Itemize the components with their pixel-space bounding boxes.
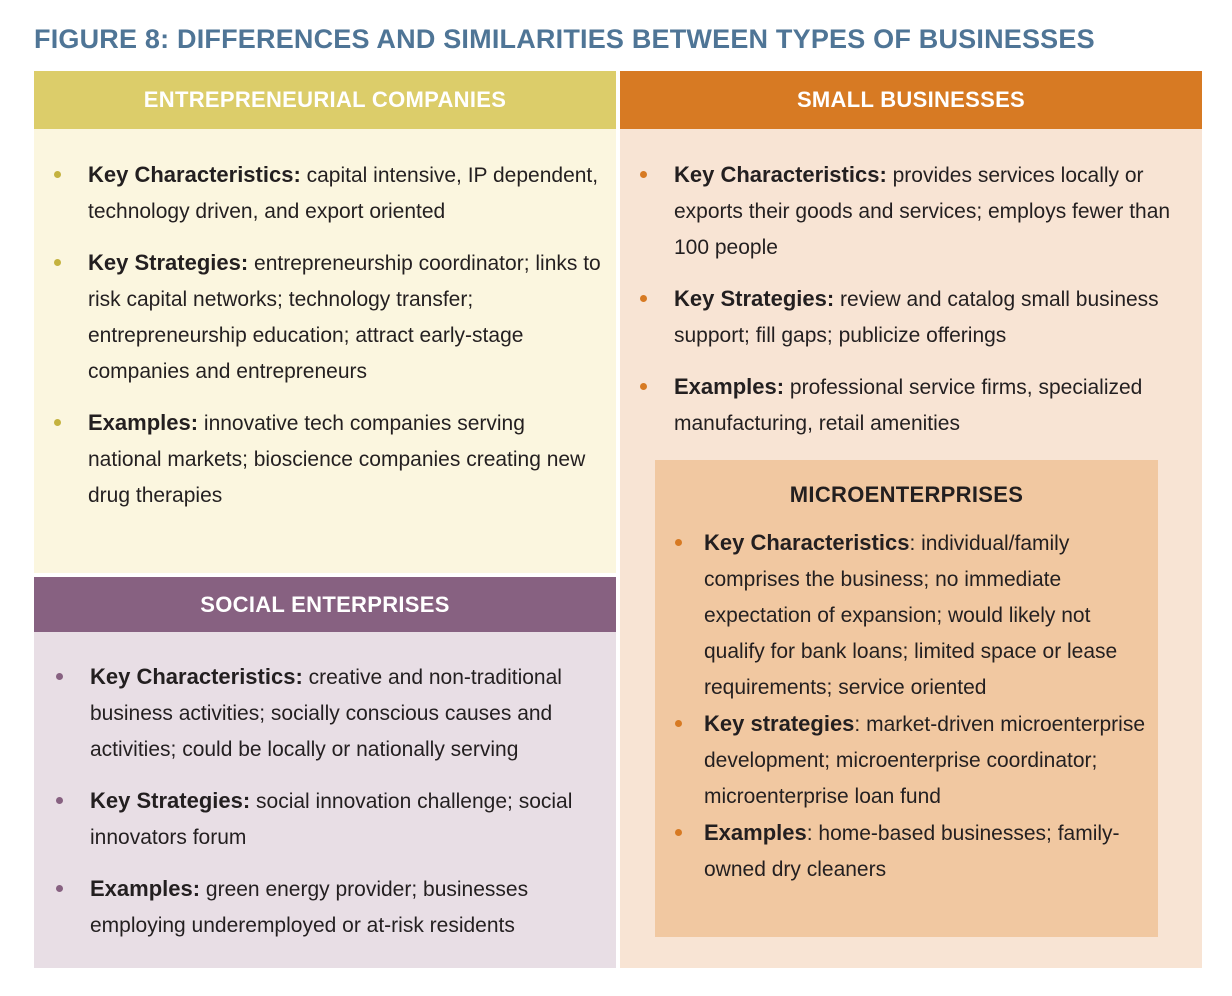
item-text: : market-driven microenterprise development; microenterprise coordinator; microenterprise loan fund xyxy=(704,713,1146,808)
item-text: : home-based businesses; family-owned dry cleaners xyxy=(704,822,1120,881)
list-item xyxy=(34,405,604,514)
item-label: Key Strategies: xyxy=(90,788,251,813)
bullet-icon xyxy=(675,829,682,836)
bullet-icon xyxy=(56,797,63,804)
item-label: Key Characteristics xyxy=(704,530,910,555)
item-label: Examples xyxy=(704,820,807,845)
list-item xyxy=(620,281,1200,354)
item-text: provides services locally or exports their goods and services; employs fewer than 100 people xyxy=(674,164,1171,259)
item-label: Examples: xyxy=(88,410,199,435)
entrepreneurial-companies-header: ENTREPRENEURIAL COMPANIES xyxy=(34,71,616,129)
item-text: : individual/family comprises the business; no immediate expectation of expansion; would likely not qualify for bank loans; limited space or lease requirements; service oriented xyxy=(704,532,1118,699)
bullet-icon xyxy=(56,885,63,892)
item-label: Key Characteristics: xyxy=(88,162,301,187)
list-item xyxy=(34,245,604,390)
item-label: Key strategies xyxy=(704,711,855,736)
bullet-icon xyxy=(675,539,682,546)
item-label: Examples: xyxy=(674,374,785,399)
item-text: review and catalog small business support; fill gaps; publicize offerings xyxy=(674,288,1159,347)
bullet-icon xyxy=(640,171,647,178)
small-businesses-header: SMALL BUSINESSES xyxy=(620,71,1202,129)
item-text: entrepreneurship coordinator; links to risk capital networks; technology transfer; entrepreneurship education; attract early-stage companies and entrepreneurs xyxy=(88,252,601,383)
list-item xyxy=(655,815,1150,888)
bullet-icon xyxy=(54,171,61,178)
bullet-icon xyxy=(54,419,61,426)
entrepreneurial-companies-panel xyxy=(34,71,616,573)
list-item xyxy=(620,157,1200,266)
item-label: Key Strategies: xyxy=(674,286,835,311)
item-text: green energy provider; businesses employing underemployed or at-risk residents xyxy=(90,878,529,937)
bullet-icon xyxy=(640,295,647,302)
list-item xyxy=(655,525,1150,706)
microenterprises-box xyxy=(655,460,1158,937)
item-label: Key Characteristics: xyxy=(90,664,303,689)
list-item xyxy=(620,369,1200,442)
list-item xyxy=(36,659,606,768)
item-text: social innovation challenge; social innovators forum xyxy=(90,790,573,849)
bullet-icon xyxy=(54,259,61,266)
item-text: capital intensive, IP dependent, technology driven, and export oriented xyxy=(88,164,599,223)
bullet-icon xyxy=(640,383,647,390)
bullet-icon xyxy=(675,720,682,727)
entrepreneurial-companies-list xyxy=(34,157,604,529)
social-enterprises-list xyxy=(36,659,606,959)
microenterprises-header: MICROENTERPRISES xyxy=(789,482,1024,507)
item-label: Examples: xyxy=(90,876,201,901)
list-item xyxy=(655,706,1150,815)
list-item xyxy=(36,783,606,856)
social-enterprises-panel xyxy=(34,577,616,968)
item-text: creative and non-traditional business activities; socially conscious causes and activities; could be locally or nationally serving xyxy=(90,666,562,761)
item-text: professional service firms, specialized manufacturing, retail amenities xyxy=(674,376,1143,435)
list-item xyxy=(34,157,604,230)
social-enterprises-header: SOCIAL ENTERPRISES xyxy=(34,577,616,632)
item-label: Key Strategies: xyxy=(88,250,249,275)
item-label: Key Characteristics: xyxy=(674,162,887,187)
bullet-icon xyxy=(56,673,63,680)
item-text: innovative tech companies serving national markets; bioscience companies creating new drug therapies xyxy=(88,412,586,507)
figure-title: FIGURE 8: DIFFERENCES AND SIMILARITIES BETWEEN TYPES OF BUSINESSES xyxy=(34,24,1095,54)
microenterprises-list xyxy=(655,525,1150,888)
list-item xyxy=(36,871,606,944)
small-businesses-list xyxy=(620,157,1200,457)
